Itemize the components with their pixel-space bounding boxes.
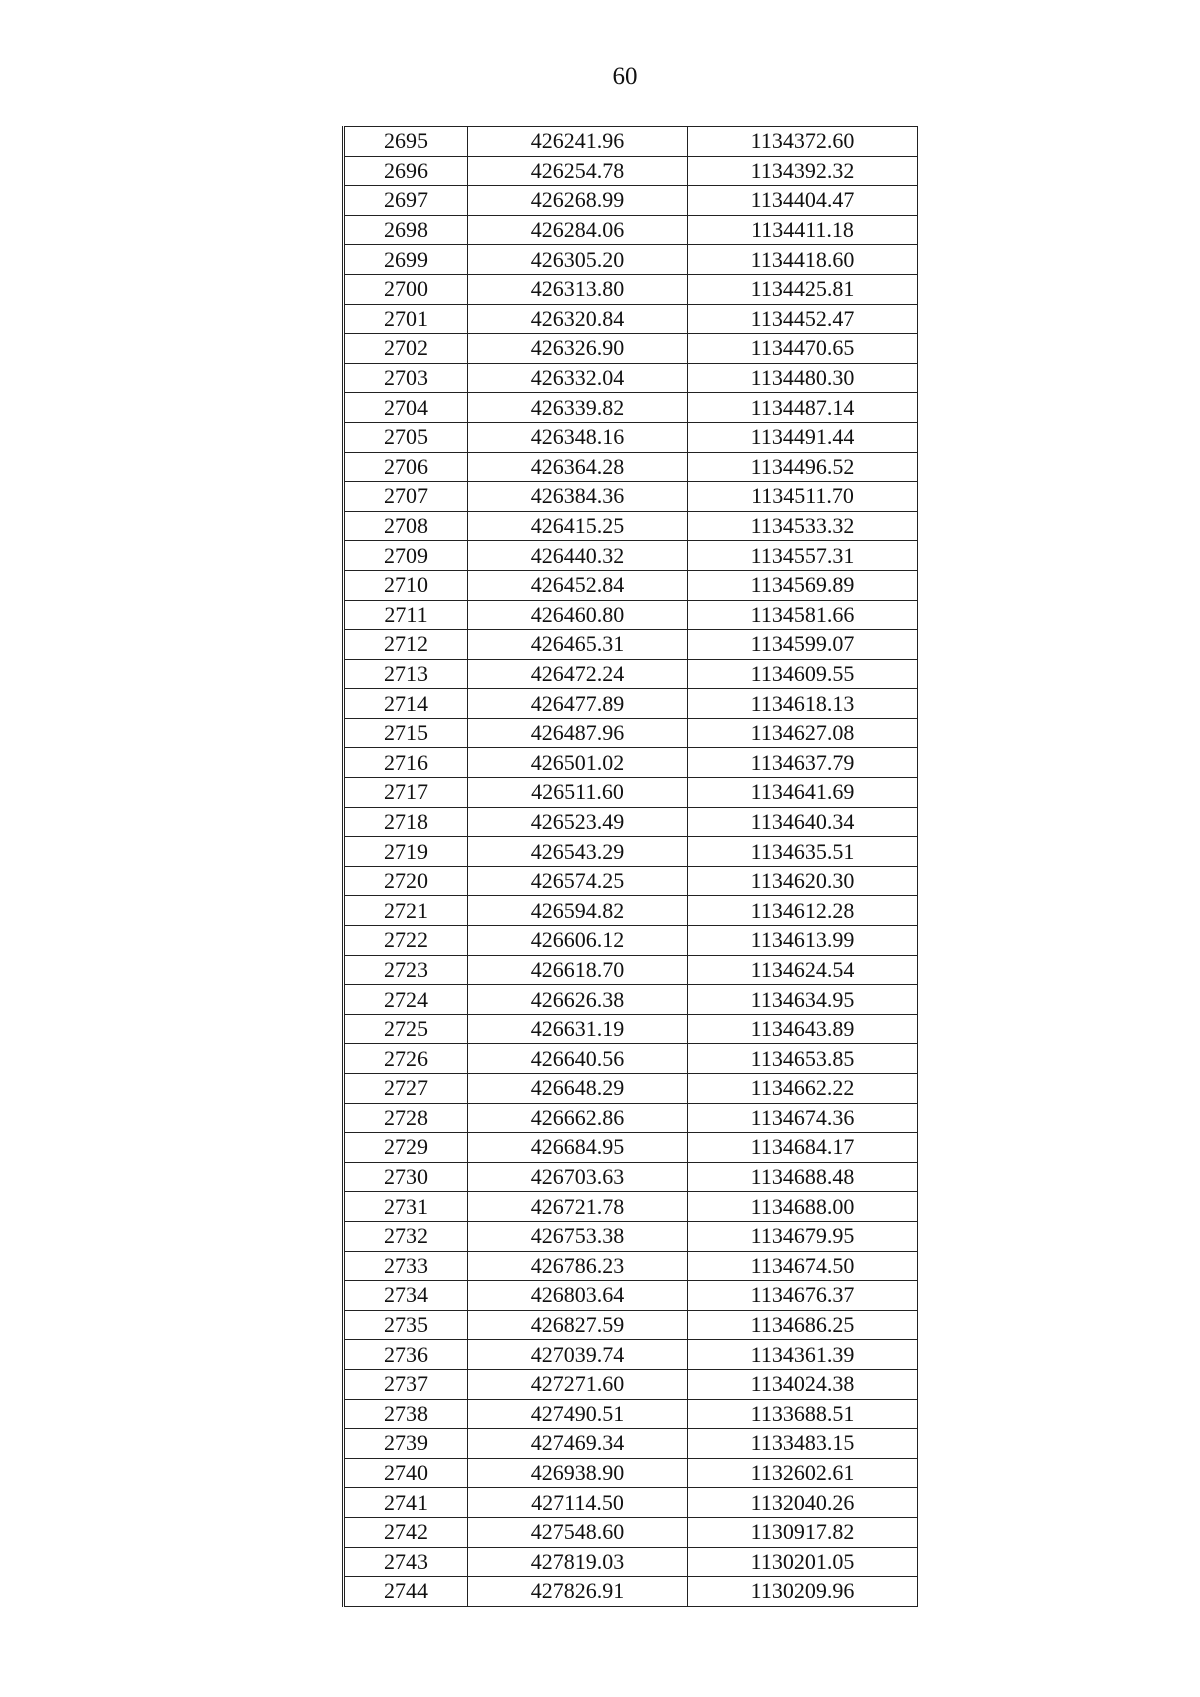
y-coordinate-cell: 1134361.39 xyxy=(688,1340,918,1370)
x-coordinate-cell: 426254.78 xyxy=(468,156,688,186)
point-number-cell: 2716 xyxy=(344,748,468,778)
point-number-cell: 2723 xyxy=(344,955,468,985)
y-coordinate-cell: 1134418.60 xyxy=(688,245,918,275)
table-row xyxy=(344,452,918,482)
y-coordinate-cell: 1134452.47 xyxy=(688,304,918,334)
y-coordinate-cell: 1134581.66 xyxy=(688,600,918,630)
table-row xyxy=(344,1192,918,1222)
x-coordinate-cell: 426938.90 xyxy=(468,1458,688,1488)
point-number-cell: 2700 xyxy=(344,274,468,304)
y-coordinate-cell: 1134679.95 xyxy=(688,1221,918,1251)
point-number-cell: 2702 xyxy=(344,334,468,364)
table-row xyxy=(344,837,918,867)
x-coordinate-cell: 426364.28 xyxy=(468,452,688,482)
y-coordinate-cell: 1134684.17 xyxy=(688,1133,918,1163)
x-coordinate-cell: 426348.16 xyxy=(468,422,688,452)
y-coordinate-cell: 1134686.25 xyxy=(688,1310,918,1340)
point-number-cell: 2726 xyxy=(344,1044,468,1074)
point-number-cell: 2708 xyxy=(344,511,468,541)
table-row xyxy=(344,1014,918,1044)
table-row xyxy=(344,245,918,275)
table-row xyxy=(344,570,918,600)
table-row xyxy=(344,778,918,808)
point-number-cell: 2711 xyxy=(344,600,468,630)
x-coordinate-cell: 426786.23 xyxy=(468,1251,688,1281)
x-coordinate-cell: 427548.60 xyxy=(468,1517,688,1547)
y-coordinate-cell: 1134634.95 xyxy=(688,985,918,1015)
y-coordinate-cell: 1134470.65 xyxy=(688,334,918,364)
x-coordinate-cell: 426662.86 xyxy=(468,1103,688,1133)
x-coordinate-cell: 426339.82 xyxy=(468,393,688,423)
x-coordinate-cell: 427490.51 xyxy=(468,1399,688,1429)
y-coordinate-cell: 1134627.08 xyxy=(688,718,918,748)
y-coordinate-cell: 1134674.36 xyxy=(688,1103,918,1133)
table-row xyxy=(344,1547,918,1577)
x-coordinate-cell: 426320.84 xyxy=(468,304,688,334)
x-coordinate-cell: 426648.29 xyxy=(468,1074,688,1104)
y-coordinate-cell: 1134643.89 xyxy=(688,1014,918,1044)
table-row xyxy=(344,334,918,364)
x-coordinate-cell: 426326.90 xyxy=(468,334,688,364)
table-row xyxy=(344,1251,918,1281)
table-row xyxy=(344,689,918,719)
table-row xyxy=(344,955,918,985)
x-coordinate-cell: 426594.82 xyxy=(468,896,688,926)
point-number-cell: 2712 xyxy=(344,630,468,660)
y-coordinate-cell: 1130201.05 xyxy=(688,1547,918,1577)
x-coordinate-cell: 426241.96 xyxy=(468,127,688,157)
x-coordinate-cell: 427826.91 xyxy=(468,1577,688,1607)
point-number-cell: 2729 xyxy=(344,1133,468,1163)
table-row xyxy=(344,1162,918,1192)
y-coordinate-cell: 1134491.44 xyxy=(688,422,918,452)
table-row xyxy=(344,985,918,1015)
x-coordinate-cell: 426465.31 xyxy=(468,630,688,660)
y-coordinate-cell: 1134618.13 xyxy=(688,689,918,719)
y-coordinate-cell: 1134653.85 xyxy=(688,1044,918,1074)
y-coordinate-cell: 1133483.15 xyxy=(688,1429,918,1459)
x-coordinate-cell: 426703.63 xyxy=(468,1162,688,1192)
table-row xyxy=(344,541,918,571)
point-number-cell: 2721 xyxy=(344,896,468,926)
point-number-cell: 2742 xyxy=(344,1517,468,1547)
page-number: 60 xyxy=(612,63,638,90)
x-coordinate-cell: 426460.80 xyxy=(468,600,688,630)
point-number-cell: 2727 xyxy=(344,1074,468,1104)
table-row xyxy=(344,718,918,748)
table-row xyxy=(344,748,918,778)
y-coordinate-cell: 1134635.51 xyxy=(688,837,918,867)
y-coordinate-cell: 1130917.82 xyxy=(688,1517,918,1547)
y-coordinate-cell: 1134024.38 xyxy=(688,1369,918,1399)
y-coordinate-cell: 1134609.55 xyxy=(688,659,918,689)
table-row xyxy=(344,1310,918,1340)
x-coordinate-cell: 426487.96 xyxy=(468,718,688,748)
point-number-cell: 2738 xyxy=(344,1399,468,1429)
y-coordinate-cell: 1134640.34 xyxy=(688,807,918,837)
x-coordinate-cell: 426313.80 xyxy=(468,274,688,304)
x-coordinate-cell: 426543.29 xyxy=(468,837,688,867)
point-number-cell: 2720 xyxy=(344,866,468,896)
table-row xyxy=(344,866,918,896)
x-coordinate-cell: 426640.56 xyxy=(468,1044,688,1074)
table-row xyxy=(344,363,918,393)
table-row xyxy=(344,274,918,304)
table-row xyxy=(344,1074,918,1104)
x-coordinate-cell: 426440.32 xyxy=(468,541,688,571)
y-coordinate-cell: 1134557.31 xyxy=(688,541,918,571)
table-row xyxy=(344,1429,918,1459)
point-number-cell: 2701 xyxy=(344,304,468,334)
coordinates-table-body xyxy=(344,127,918,1607)
point-number-cell: 2730 xyxy=(344,1162,468,1192)
x-coordinate-cell: 426626.38 xyxy=(468,985,688,1015)
point-number-cell: 2713 xyxy=(344,659,468,689)
point-number-cell: 2704 xyxy=(344,393,468,423)
point-number-cell: 2715 xyxy=(344,718,468,748)
table-row xyxy=(344,304,918,334)
table-row xyxy=(344,600,918,630)
table-row xyxy=(344,926,918,956)
x-coordinate-cell: 426268.99 xyxy=(468,186,688,216)
y-coordinate-cell: 1134613.99 xyxy=(688,926,918,956)
table-row xyxy=(344,422,918,452)
table-row xyxy=(344,896,918,926)
y-coordinate-cell: 1134641.69 xyxy=(688,778,918,808)
y-coordinate-cell: 1134599.07 xyxy=(688,630,918,660)
point-number-cell: 2709 xyxy=(344,541,468,571)
point-number-cell: 2736 xyxy=(344,1340,468,1370)
x-coordinate-cell: 427039.74 xyxy=(468,1340,688,1370)
table-row xyxy=(344,630,918,660)
y-coordinate-cell: 1134392.32 xyxy=(688,156,918,186)
y-coordinate-cell: 1134569.89 xyxy=(688,570,918,600)
coordinates-table xyxy=(342,126,918,1607)
point-number-cell: 2695 xyxy=(344,127,468,157)
y-coordinate-cell: 1134688.00 xyxy=(688,1192,918,1222)
table-row xyxy=(344,1488,918,1518)
table-row xyxy=(344,1340,918,1370)
y-coordinate-cell: 1134688.48 xyxy=(688,1162,918,1192)
y-coordinate-cell: 1130209.96 xyxy=(688,1577,918,1607)
x-coordinate-cell: 427819.03 xyxy=(468,1547,688,1577)
y-coordinate-cell: 1134676.37 xyxy=(688,1281,918,1311)
y-coordinate-cell: 1134487.14 xyxy=(688,393,918,423)
table-row xyxy=(344,1369,918,1399)
x-coordinate-cell: 426501.02 xyxy=(468,748,688,778)
point-number-cell: 2710 xyxy=(344,570,468,600)
table-row xyxy=(344,1221,918,1251)
point-number-cell: 2717 xyxy=(344,778,468,808)
y-coordinate-cell: 1134496.52 xyxy=(688,452,918,482)
x-coordinate-cell: 426721.78 xyxy=(468,1192,688,1222)
point-number-cell: 2743 xyxy=(344,1547,468,1577)
table-row xyxy=(344,1103,918,1133)
point-number-cell: 2725 xyxy=(344,1014,468,1044)
x-coordinate-cell: 426618.70 xyxy=(468,955,688,985)
point-number-cell: 2744 xyxy=(344,1577,468,1607)
point-number-cell: 2724 xyxy=(344,985,468,1015)
point-number-cell: 2741 xyxy=(344,1488,468,1518)
x-coordinate-cell: 426753.38 xyxy=(468,1221,688,1251)
point-number-cell: 2714 xyxy=(344,689,468,719)
table-row xyxy=(344,156,918,186)
y-coordinate-cell: 1134411.18 xyxy=(688,215,918,245)
y-coordinate-cell: 1134637.79 xyxy=(688,748,918,778)
y-coordinate-cell: 1134662.22 xyxy=(688,1074,918,1104)
point-number-cell: 2728 xyxy=(344,1103,468,1133)
point-number-cell: 2699 xyxy=(344,245,468,275)
table-row xyxy=(344,1517,918,1547)
y-coordinate-cell: 1134612.28 xyxy=(688,896,918,926)
point-number-cell: 2734 xyxy=(344,1281,468,1311)
x-coordinate-cell: 426523.49 xyxy=(468,807,688,837)
point-number-cell: 2698 xyxy=(344,215,468,245)
y-coordinate-cell: 1134624.54 xyxy=(688,955,918,985)
y-coordinate-cell: 1134674.50 xyxy=(688,1251,918,1281)
table-row xyxy=(344,186,918,216)
x-coordinate-cell: 427271.60 xyxy=(468,1369,688,1399)
table-row xyxy=(344,482,918,512)
x-coordinate-cell: 426477.89 xyxy=(468,689,688,719)
y-coordinate-cell: 1134533.32 xyxy=(688,511,918,541)
point-number-cell: 2739 xyxy=(344,1429,468,1459)
y-coordinate-cell: 1132602.61 xyxy=(688,1458,918,1488)
point-number-cell: 2718 xyxy=(344,807,468,837)
x-coordinate-cell: 426631.19 xyxy=(468,1014,688,1044)
point-number-cell: 2735 xyxy=(344,1310,468,1340)
table-row xyxy=(344,807,918,837)
x-coordinate-cell: 426284.06 xyxy=(468,215,688,245)
x-coordinate-cell: 426415.25 xyxy=(468,511,688,541)
x-coordinate-cell: 427114.50 xyxy=(468,1488,688,1518)
x-coordinate-cell: 427469.34 xyxy=(468,1429,688,1459)
x-coordinate-cell: 426574.25 xyxy=(468,866,688,896)
table-row xyxy=(344,1458,918,1488)
point-number-cell: 2732 xyxy=(344,1221,468,1251)
table-row xyxy=(344,393,918,423)
y-coordinate-cell: 1134404.47 xyxy=(688,186,918,216)
x-coordinate-cell: 426511.60 xyxy=(468,778,688,808)
table-row xyxy=(344,127,918,157)
y-coordinate-cell: 1134620.30 xyxy=(688,866,918,896)
table-row xyxy=(344,1133,918,1163)
table-row xyxy=(344,511,918,541)
table-row xyxy=(344,1577,918,1607)
point-number-cell: 2696 xyxy=(344,156,468,186)
x-coordinate-cell: 426684.95 xyxy=(468,1133,688,1163)
point-number-cell: 2719 xyxy=(344,837,468,867)
point-number-cell: 2705 xyxy=(344,422,468,452)
point-number-cell: 2706 xyxy=(344,452,468,482)
point-number-cell: 2731 xyxy=(344,1192,468,1222)
point-number-cell: 2737 xyxy=(344,1369,468,1399)
point-number-cell: 2740 xyxy=(344,1458,468,1488)
x-coordinate-cell: 426803.64 xyxy=(468,1281,688,1311)
table-row xyxy=(344,1399,918,1429)
x-coordinate-cell: 426332.04 xyxy=(468,363,688,393)
table-row xyxy=(344,1281,918,1311)
point-number-cell: 2733 xyxy=(344,1251,468,1281)
table-row xyxy=(344,1044,918,1074)
x-coordinate-cell: 426452.84 xyxy=(468,570,688,600)
x-coordinate-cell: 426472.24 xyxy=(468,659,688,689)
point-number-cell: 2722 xyxy=(344,926,468,956)
point-number-cell: 2703 xyxy=(344,363,468,393)
point-number-cell: 2697 xyxy=(344,186,468,216)
point-number-cell: 2707 xyxy=(344,482,468,512)
x-coordinate-cell: 426384.36 xyxy=(468,482,688,512)
y-coordinate-cell: 1134372.60 xyxy=(688,127,918,157)
y-coordinate-cell: 1133688.51 xyxy=(688,1399,918,1429)
y-coordinate-cell: 1134480.30 xyxy=(688,363,918,393)
y-coordinate-cell: 1134511.70 xyxy=(688,482,918,512)
table-row xyxy=(344,659,918,689)
x-coordinate-cell: 426827.59 xyxy=(468,1310,688,1340)
y-coordinate-cell: 1132040.26 xyxy=(688,1488,918,1518)
x-coordinate-cell: 426305.20 xyxy=(468,245,688,275)
y-coordinate-cell: 1134425.81 xyxy=(688,274,918,304)
table-row xyxy=(344,215,918,245)
x-coordinate-cell: 426606.12 xyxy=(468,926,688,956)
